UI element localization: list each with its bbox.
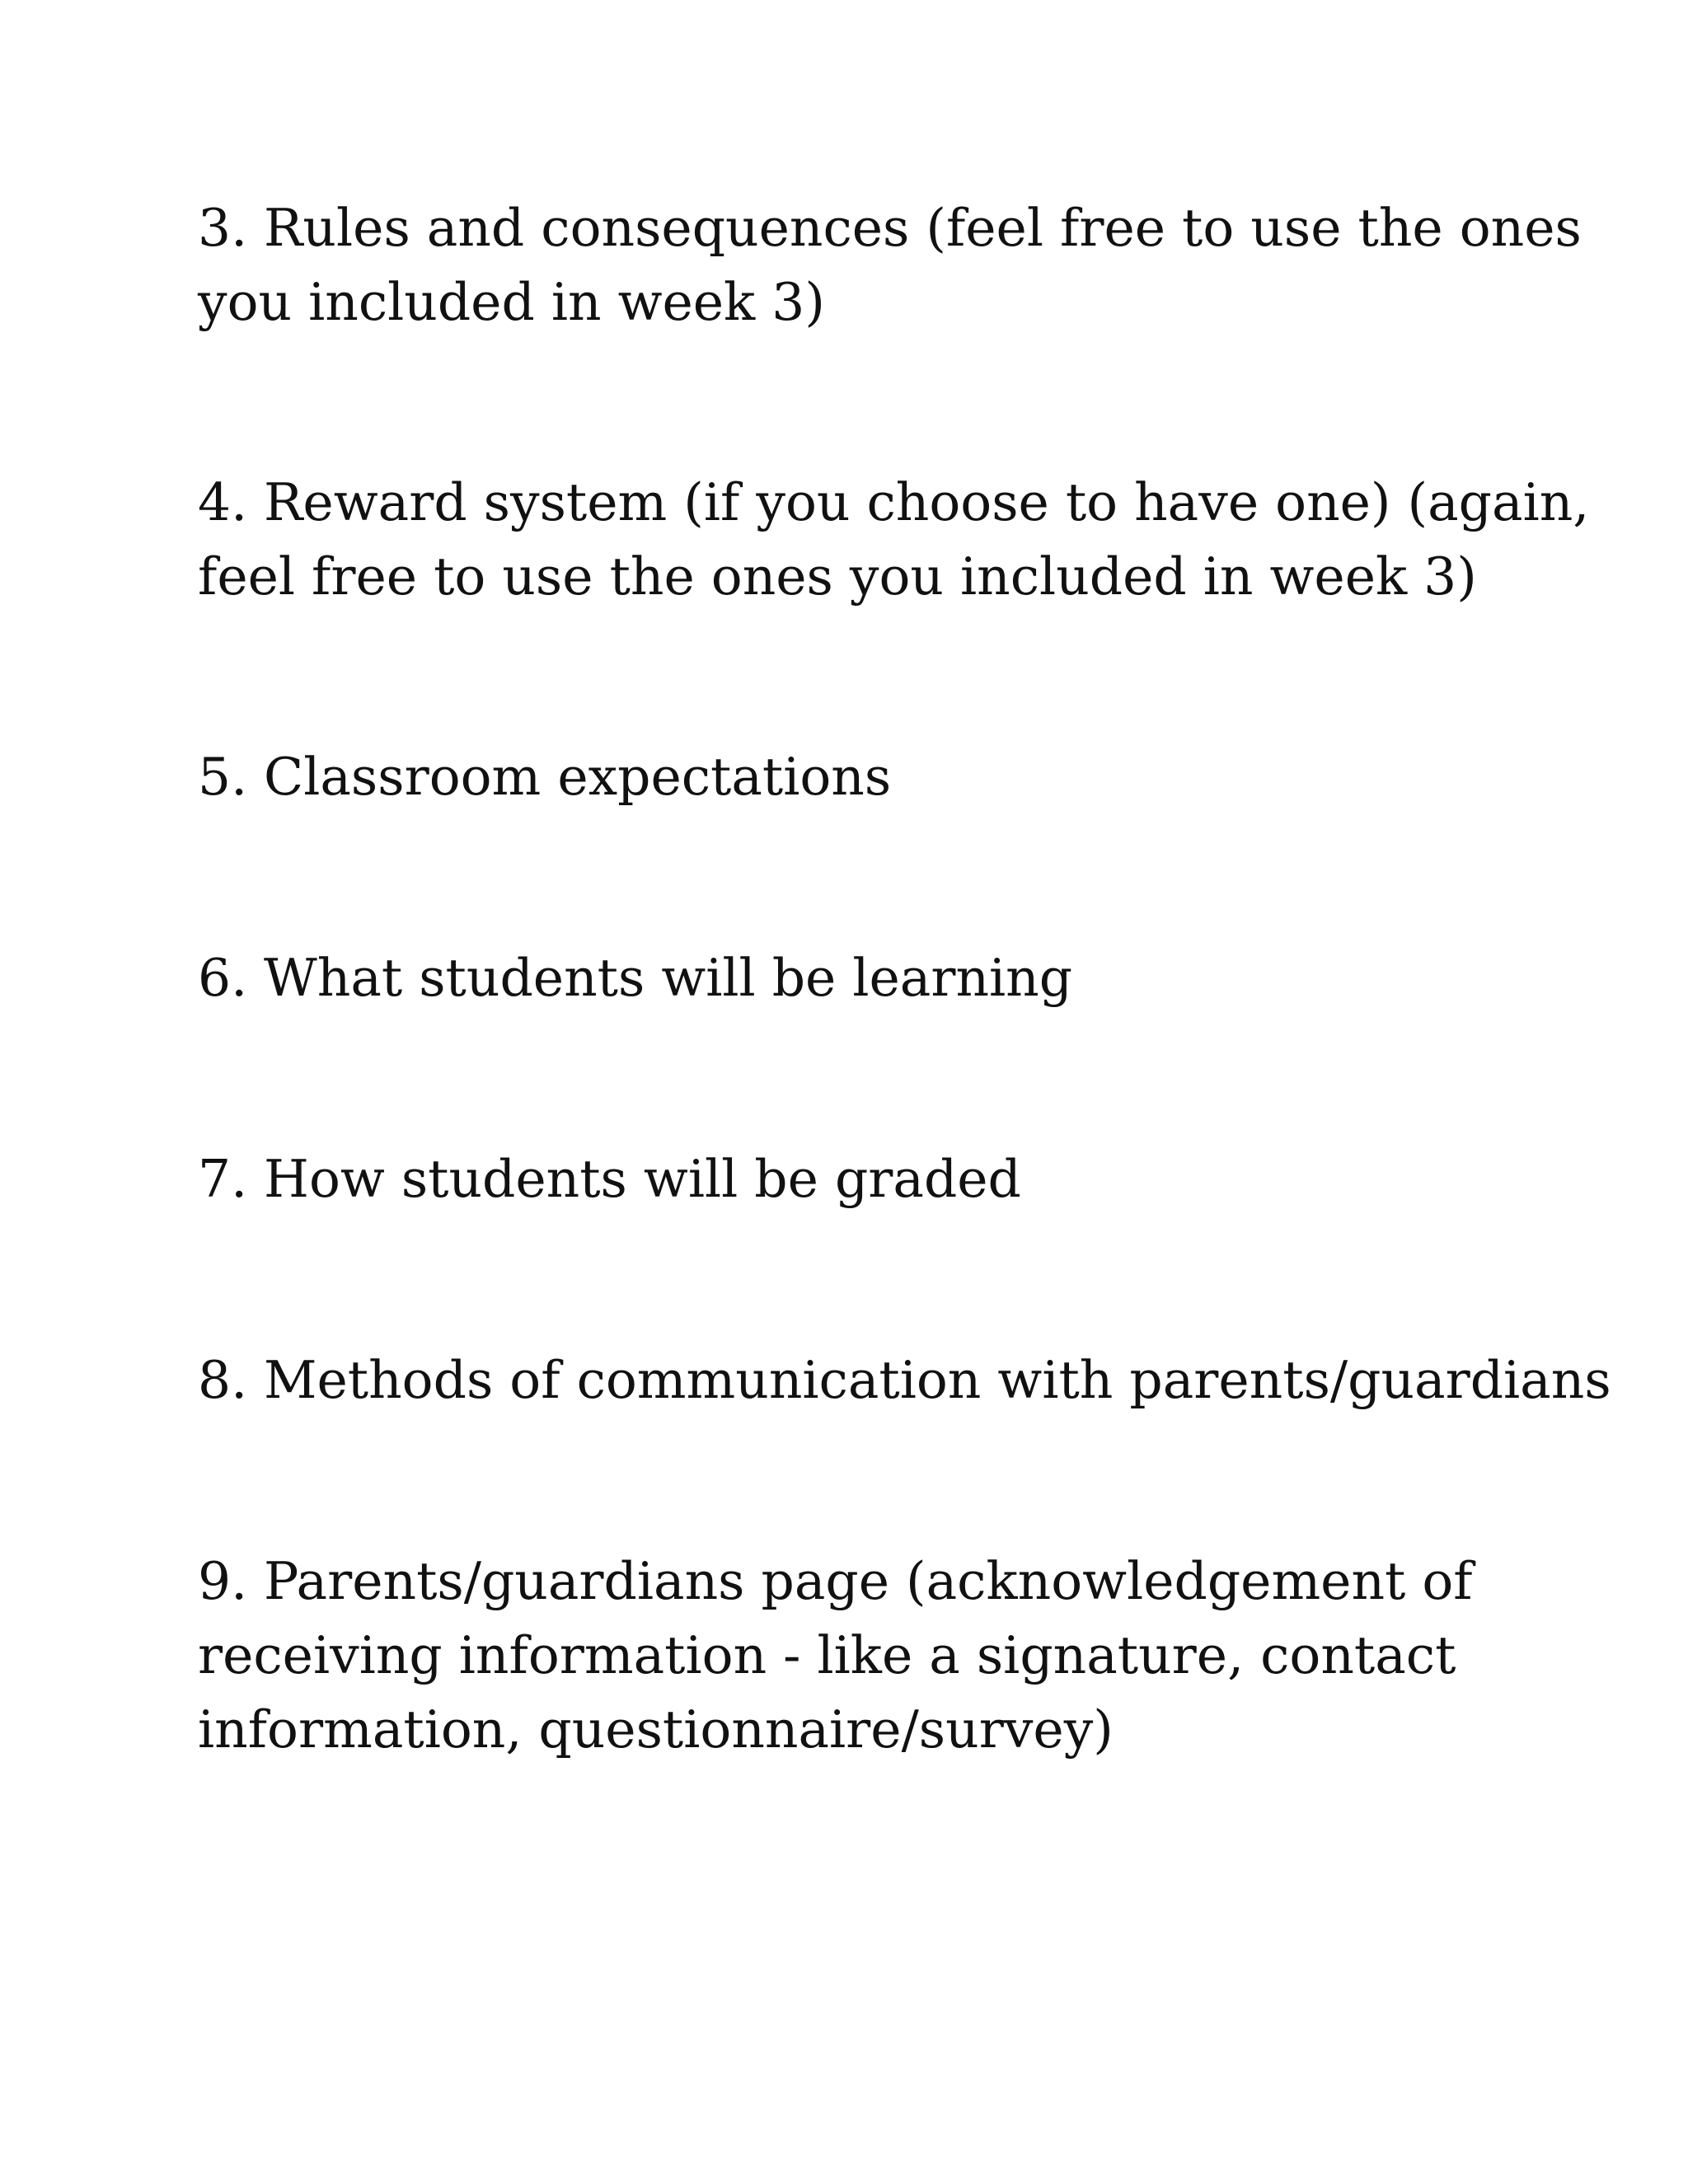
list-item-number: 5. — [198, 747, 248, 807]
list-item-text: Rules and consequences (feel free to use the ones — [264, 198, 1582, 258]
list-item-text: Parents/guardians page (acknowledgement of — [264, 1551, 1473, 1611]
list-item-text: Methods of communication with parents/guardians — [264, 1350, 1611, 1410]
list-item-line — [198, 941, 1517, 1015]
list-item-text: Classroom expectations — [264, 747, 892, 807]
list-item-number: 6. — [198, 948, 248, 1008]
list-item-number: 9. — [198, 1551, 248, 1611]
list-item-3 — [198, 191, 1582, 340]
list-item-line: receiving information - like a signature, contact — [198, 1625, 1456, 1685]
list-item-line — [198, 1343, 1611, 1418]
list-item-5 — [198, 740, 1517, 814]
list-item-9 — [198, 1544, 1517, 1767]
list-item-text: What students will be learning — [264, 948, 1073, 1008]
list-item-7 — [198, 1142, 1517, 1216]
list-item-line: information, questionnaire/survey) — [198, 1699, 1114, 1760]
list-item-text: Reward system (if you choose to have one) (again, — [264, 472, 1590, 532]
list-item-number: 8. — [198, 1350, 248, 1410]
list-item-line: you included in week 3) — [198, 272, 825, 332]
list-item-number: 4. — [198, 472, 248, 532]
list-item-line — [198, 1544, 1517, 1619]
list-item-line — [198, 191, 1582, 265]
list-item-number: 7. — [198, 1149, 248, 1209]
list-item-line: feel free to use the ones you included in week 3) — [198, 546, 1477, 607]
list-item-4 — [198, 466, 1590, 614]
list-item-line — [198, 740, 1517, 814]
list-item-line — [198, 1142, 1517, 1216]
list-item-number: 3. — [198, 198, 248, 258]
list-item-6 — [198, 941, 1517, 1015]
list-item-line — [198, 466, 1590, 540]
list-item-text: How students will be graded — [264, 1149, 1021, 1209]
list-item-8 — [198, 1343, 1611, 1418]
